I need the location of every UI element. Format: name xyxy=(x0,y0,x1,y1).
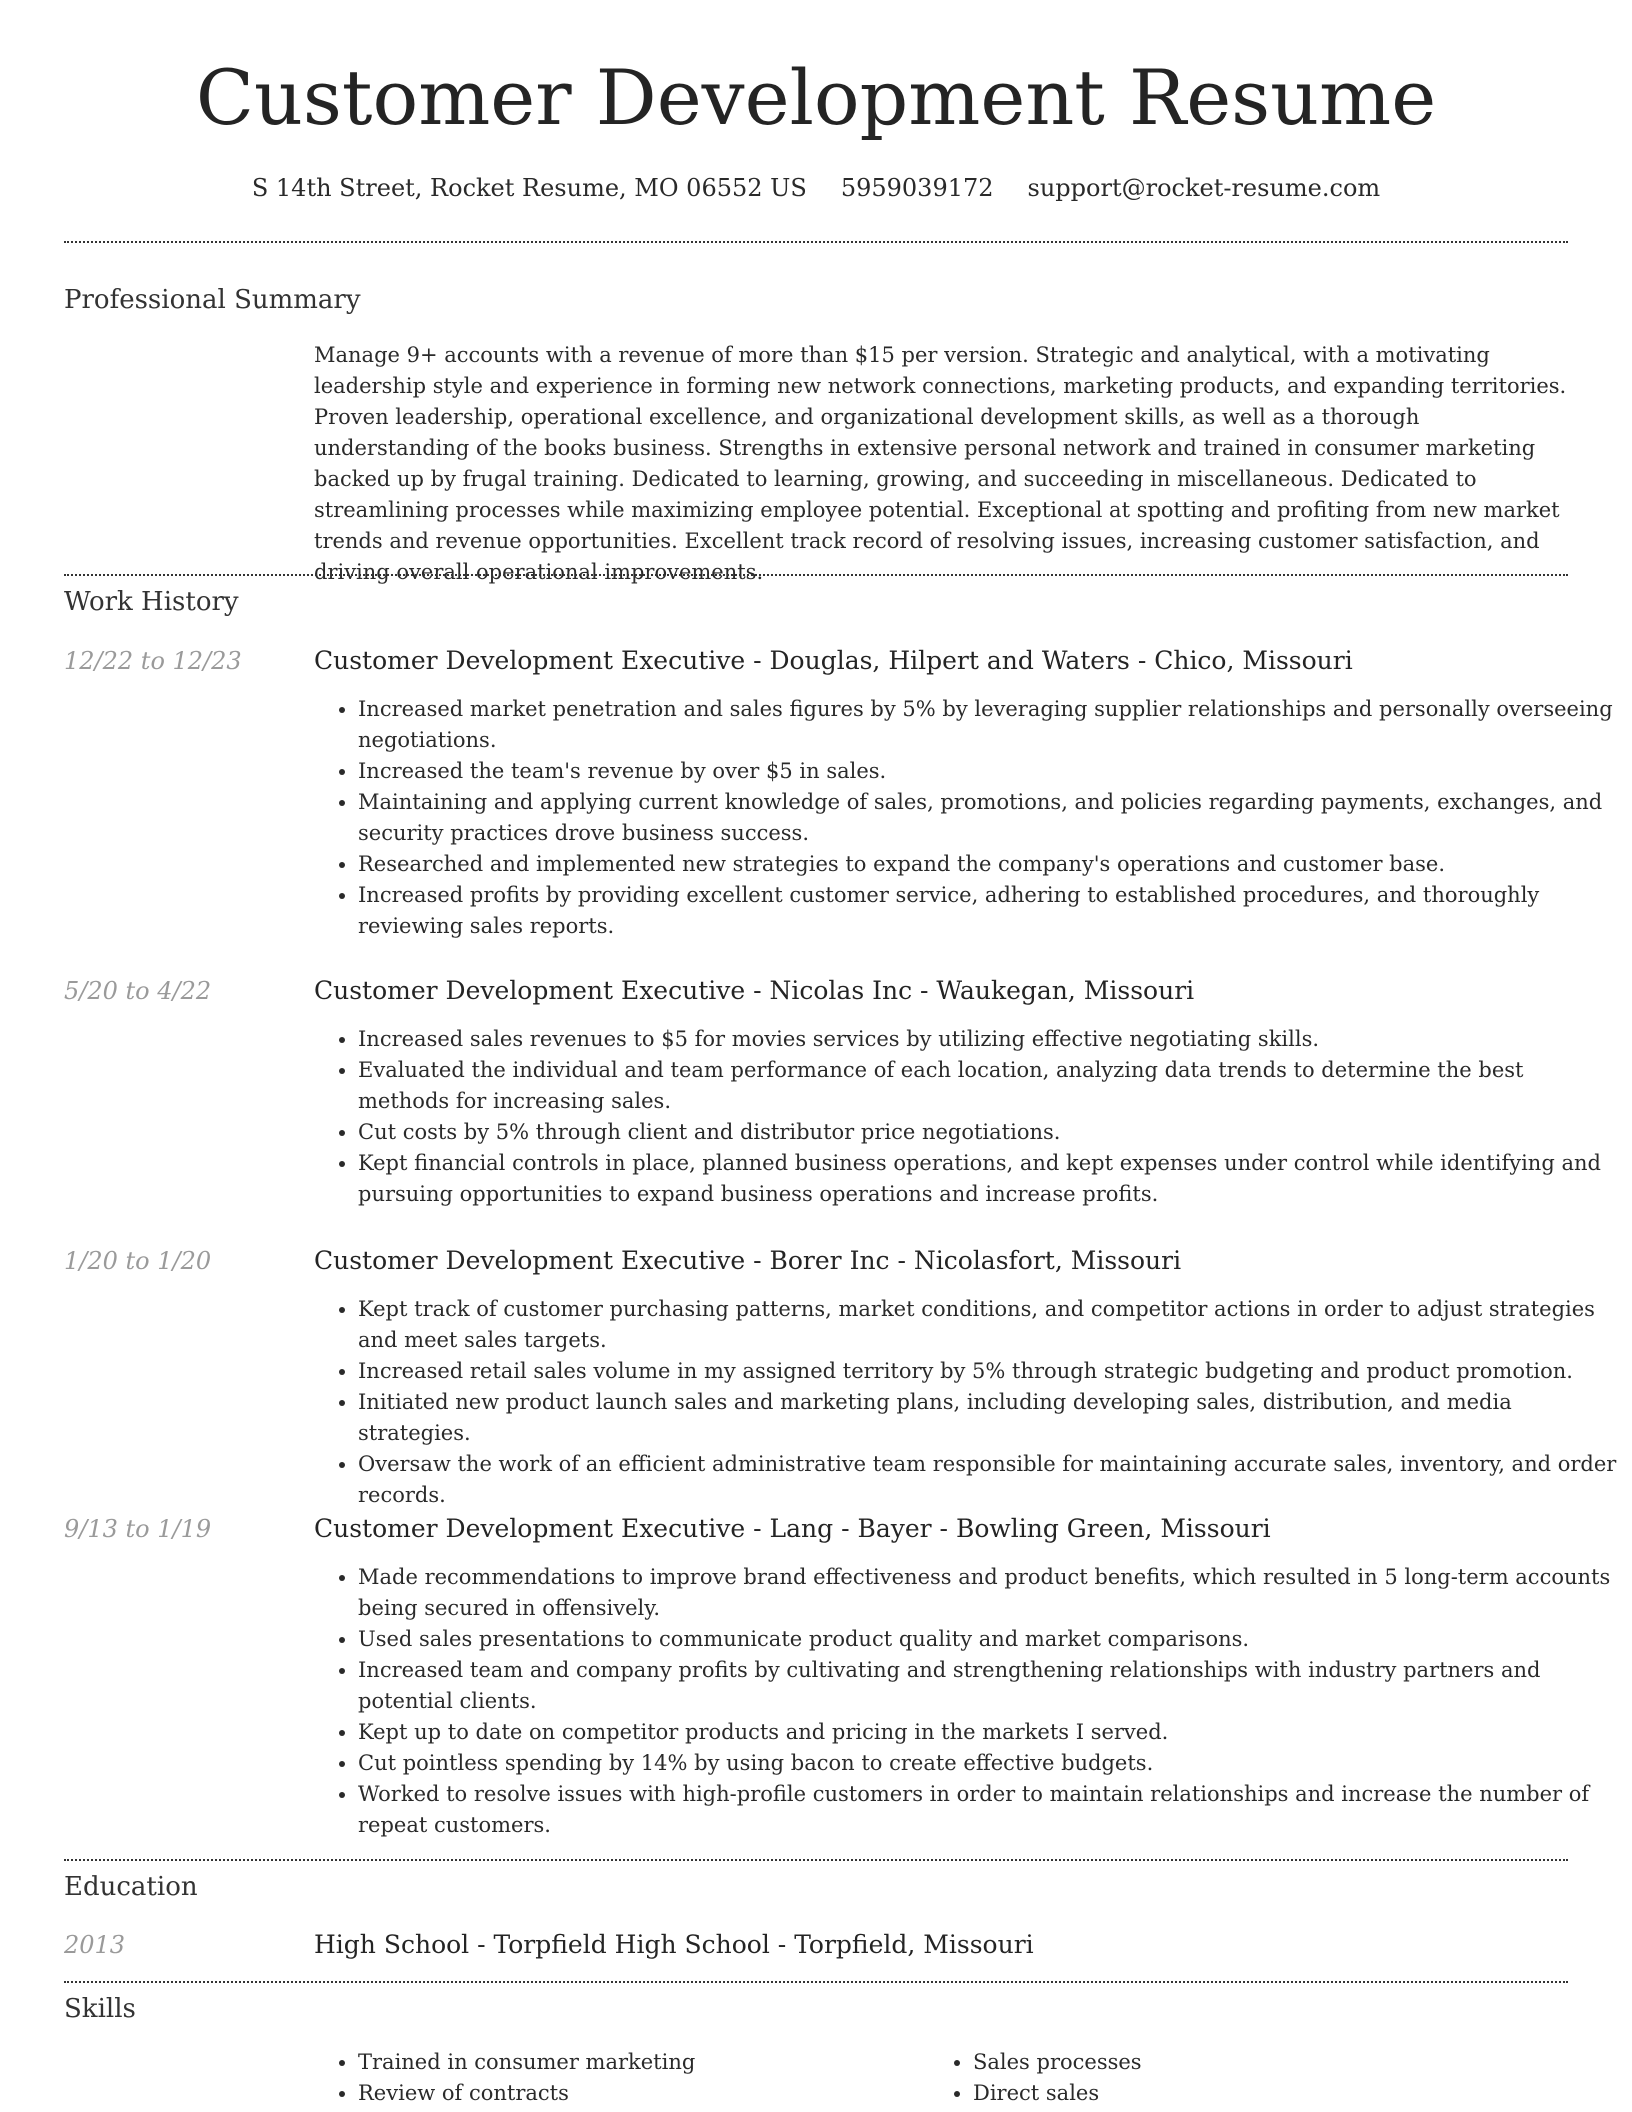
job-bullet: • Increased retail sales volume in my assigned territory by 5% through strategic budgeting and product promotion. xyxy=(358,1356,1618,1387)
job-bullets xyxy=(314,1294,1618,1511)
job-title: Customer Development Executive - Nicolas Inc - Waukegan, Missouri xyxy=(314,976,1195,1005)
skills-heading: Skills xyxy=(64,1994,136,2024)
job-bullet: • Cut pointless spending by 14% by using bacon to create effective budgets. xyxy=(358,1748,1618,1779)
job-title: Customer Development Executive - Borer Inc - Nicolasfort, Missouri xyxy=(314,1246,1182,1275)
job-bullet: • Increased team and company profits by cultivating and strengthening relationships with industry partners and potential clients. xyxy=(358,1655,1618,1717)
job-title: Customer Development Executive - Douglas, Hilpert and Waters - Chico, Missouri xyxy=(314,646,1353,675)
job-bullet: • Kept up to date on competitor products and pricing in the markets I served. xyxy=(358,1717,1618,1748)
job-dates: 5/20 to 4/22 xyxy=(64,977,212,1005)
skill-item: • Sales processes xyxy=(973,2047,1142,2078)
job-bullet: • Evaluated the individual and team performance of each location, analyzing data trends to determine the best methods for increasing sales. xyxy=(358,1055,1618,1117)
divider xyxy=(64,1859,1568,1861)
divider xyxy=(64,574,1568,576)
education-heading: Education xyxy=(64,1872,198,1902)
job-bullet: • Kept track of customer purchasing patterns, market conditions, and competitor actions in order to adjust strategies and meet sales targets. xyxy=(358,1294,1618,1356)
job-bullet: • Initiated new product launch sales and marketing plans, including developing sales, distribution, and media strategies. xyxy=(358,1387,1618,1449)
skill-item: • Trained in consumer marketing xyxy=(358,2047,695,2078)
job-bullet: • Cut costs by 5% through client and distributor price negotiations. xyxy=(358,1117,1618,1148)
job-title: Customer Development Executive - Lang - Bayer - Bowling Green, Missouri xyxy=(314,1514,1271,1543)
job-bullet: • Researched and implemented new strategies to expand the company's operations and customer base. xyxy=(358,849,1618,880)
job-bullet: • Made recommendations to improve brand effectiveness and product benefits, which resulted in 5 long-term accounts being secured in offensively. xyxy=(358,1562,1618,1624)
skills-list-left xyxy=(314,2047,695,2109)
skill-item: • Direct sales xyxy=(973,2078,1142,2109)
education-date: 2013 xyxy=(64,1931,126,1959)
contact-phone: 5959039172 xyxy=(840,174,994,202)
job-bullets xyxy=(314,1562,1618,1841)
resume-title: Customer Development Resume xyxy=(195,53,1437,142)
contact-line xyxy=(0,171,1632,205)
work-heading: Work History xyxy=(64,587,239,617)
education-entry: High School - Torpfield High School - Torpfield, Missouri xyxy=(314,1930,1034,1959)
job-bullets xyxy=(314,694,1618,942)
contact-address: S 14th Street, Rocket Resume, MO 06552 US xyxy=(251,174,807,202)
job-bullets xyxy=(314,1024,1618,1210)
summary-text: Manage 9+ accounts with a revenue of more than $15 per version. Strategic and analytical, with a motivating leadership style and experience in forming new network connections, marketing products, and expanding territories. Proven leadership, operational excellence, and organizational development skills, as well as a thorough understanding of the books business. Strengths in extensive personal network and trained in consumer marketing backed up by frugal training. Dedicated to learning, growing, and succeeding in miscellaneous. Dedicated to streamlining processes while maximizing employee potential. Exceptional at spotting and profiting from new market trends and revenue opportunities. Excellent track record of resolving issues, increasing customer satisfaction, and driving overall operational improvements. xyxy=(314,343,1567,584)
job-bullet: • Increased sales revenues to $5 for movies services by utilizing effective negotiating skills. xyxy=(358,1024,1618,1055)
job-bullet: • Kept financial controls in place, planned business operations, and kept expenses under control while identifying and pursuing opportunities to expand business operations and increase profits. xyxy=(358,1148,1618,1210)
job-dates: 12/22 to 12/23 xyxy=(64,647,242,675)
job-dates: 1/20 to 1/20 xyxy=(64,1247,212,1275)
job-bullet: • Oversaw the work of an efficient administrative team responsible for maintaining accurate sales, inventory, and order records. xyxy=(358,1449,1618,1511)
job-dates: 9/13 to 1/19 xyxy=(64,1515,212,1543)
job-bullet: • Worked to resolve issues with high-profile customers in order to maintain relationships and increase the number of repeat customers. xyxy=(358,1779,1618,1841)
job-bullet: • Maintaining and applying current knowledge of sales, promotions, and policies regarding payments, exchanges, and security practices drove business success. xyxy=(358,787,1618,849)
contact-email: support@rocket-resume.com xyxy=(1027,174,1381,202)
divider xyxy=(64,1981,1568,1983)
skill-item: • Review of contracts xyxy=(358,2078,695,2109)
skills-list-right xyxy=(929,2047,1142,2109)
job-bullet: • Increased the team's revenue by over $5 in sales. xyxy=(358,756,1618,787)
summary-heading: Professional Summary xyxy=(64,285,361,315)
job-bullet: • Used sales presentations to communicate product quality and market comparisons. xyxy=(358,1624,1618,1655)
job-bullet: • Increased profits by providing excellent customer service, adhering to established procedures, and thoroughly reviewing sales reports. xyxy=(358,880,1618,942)
job-bullet: • Increased market penetration and sales figures by 5% by leveraging supplier relationships and personally overseeing negotiations. xyxy=(358,694,1618,756)
divider xyxy=(64,241,1568,243)
